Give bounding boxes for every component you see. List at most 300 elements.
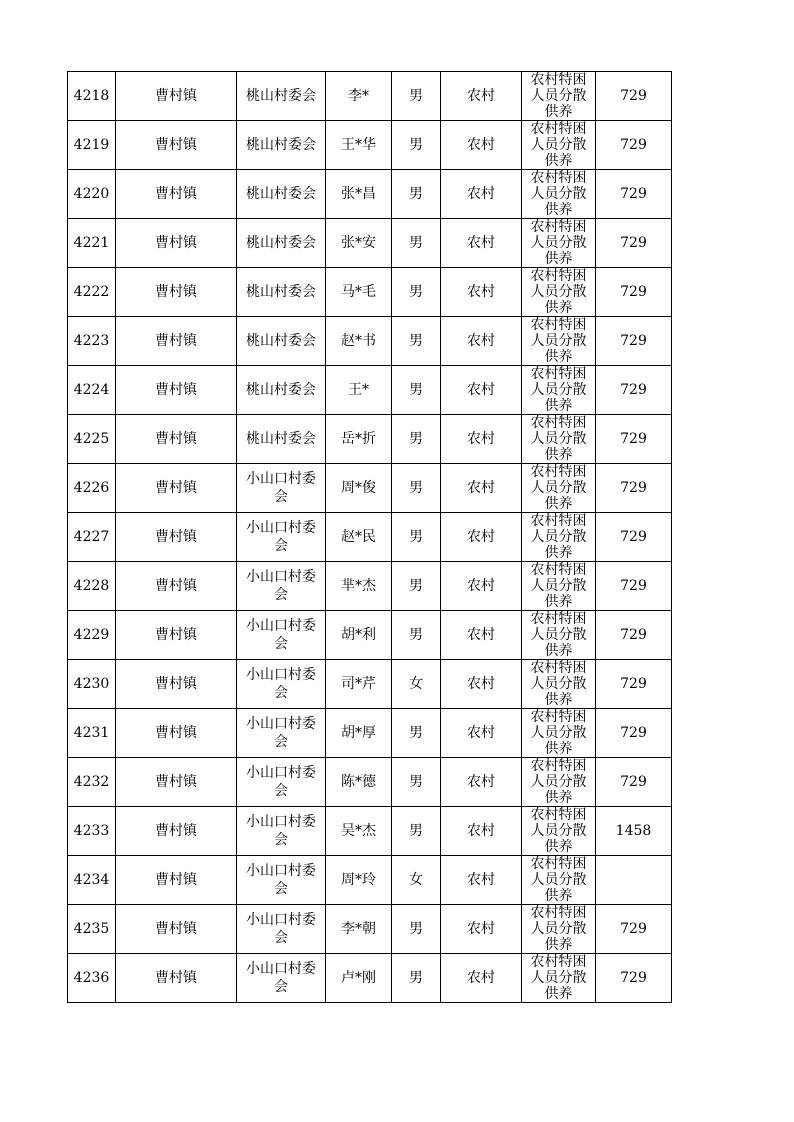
record-id-cell: [68, 709, 116, 758]
person-name-cell: [326, 121, 392, 170]
record-id-text: 4231: [73, 725, 110, 741]
support-type-cell: [522, 170, 596, 219]
person-name-cell: [326, 807, 392, 856]
person-name-text: 司*芹: [341, 676, 376, 692]
amount-cell: [596, 562, 672, 611]
village-name-text: 桃山村委会: [246, 333, 316, 349]
person-name-cell: [326, 562, 392, 611]
table-row: [68, 954, 672, 1003]
gender-cell: [392, 72, 441, 121]
town-name-cell: [116, 905, 237, 954]
record-id-cell: [68, 415, 116, 464]
amount-cell: [596, 464, 672, 513]
gender-text: 男: [409, 88, 423, 104]
village-name-text: 桃山村委会: [246, 431, 316, 447]
town-name-text: 曹村镇: [155, 823, 197, 839]
table-row: [68, 513, 672, 562]
town-name-cell: [116, 709, 237, 758]
village-name-cell: [237, 562, 326, 611]
town-name-text: 曹村镇: [155, 235, 197, 251]
amount-cell: [596, 905, 672, 954]
amount-text: 729: [620, 676, 647, 692]
area-type-text: 农村: [467, 578, 495, 594]
village-name-text: 小山口村委会: [246, 618, 316, 652]
amount-cell: [596, 709, 672, 758]
town-name-text: 曹村镇: [155, 137, 197, 153]
amount-cell: [596, 317, 672, 366]
gender-text: 男: [409, 823, 423, 839]
gender-text: 男: [409, 137, 423, 153]
person-name-text: 马*毛: [341, 284, 376, 300]
village-name-cell: [237, 807, 326, 856]
town-name-text: 曹村镇: [155, 774, 197, 790]
town-name-cell: [116, 562, 237, 611]
record-id-cell: [68, 562, 116, 611]
town-name-cell: [116, 415, 237, 464]
gender-cell: [392, 415, 441, 464]
area-type-cell: [441, 121, 522, 170]
roster-table: [67, 71, 672, 1003]
town-name-text: 曹村镇: [155, 480, 197, 496]
gender-cell: [392, 758, 441, 807]
village-name-cell: [237, 219, 326, 268]
area-type-cell: [441, 905, 522, 954]
village-name-text: 桃山村委会: [246, 235, 316, 251]
village-name-cell: [237, 317, 326, 366]
town-name-text: 曹村镇: [155, 431, 197, 447]
person-name-cell: [326, 170, 392, 219]
area-type-text: 农村: [467, 872, 495, 888]
record-id-text: 4229: [73, 627, 110, 643]
record-id-cell: [68, 464, 116, 513]
area-type-cell: [441, 317, 522, 366]
person-name-text: 岳*折: [341, 431, 376, 447]
amount-cell: [596, 954, 672, 1003]
town-name-cell: [116, 366, 237, 415]
person-name-cell: [326, 366, 392, 415]
person-name-cell: [326, 856, 392, 905]
table-row: [68, 121, 672, 170]
amount-cell: [596, 415, 672, 464]
roster-body: [68, 72, 672, 1003]
town-name-cell: [116, 807, 237, 856]
gender-text: 男: [409, 431, 423, 447]
person-name-text: 王*: [348, 382, 369, 398]
table-row: [68, 170, 672, 219]
table-row: [68, 415, 672, 464]
record-id-text: 4226: [73, 480, 110, 496]
support-type-text: 农村特困人员分散供养: [530, 219, 587, 267]
person-name-cell: [326, 464, 392, 513]
area-type-cell: [441, 611, 522, 660]
record-id-text: 4227: [73, 529, 110, 545]
record-id-cell: [68, 856, 116, 905]
gender-cell: [392, 170, 441, 219]
amount-text: 729: [620, 774, 647, 790]
town-name-text: 曹村镇: [155, 872, 197, 888]
support-type-cell: [522, 954, 596, 1003]
gender-cell: [392, 464, 441, 513]
record-id-text: 4233: [73, 823, 110, 839]
gender-text: 男: [409, 921, 423, 937]
person-name-text: 李*朝: [341, 921, 376, 937]
gender-cell: [392, 807, 441, 856]
support-type-text: 农村特困人员分散供养: [530, 660, 587, 708]
area-type-cell: [441, 562, 522, 611]
person-name-cell: [326, 758, 392, 807]
person-name-text: 卢*刚: [341, 970, 376, 986]
area-type-text: 农村: [467, 137, 495, 153]
gender-cell: [392, 366, 441, 415]
village-name-text: 小山口村委会: [246, 667, 316, 701]
gender-cell: [392, 268, 441, 317]
person-name-text: 胡*利: [341, 627, 376, 643]
village-name-text: 小山口村委会: [246, 863, 316, 897]
village-name-text: 桃山村委会: [246, 88, 316, 104]
person-name-cell: [326, 219, 392, 268]
support-type-text: 农村特困人员分散供养: [530, 513, 587, 561]
area-type-cell: [441, 415, 522, 464]
town-name-cell: [116, 513, 237, 562]
record-id-cell: [68, 611, 116, 660]
person-name-cell: [326, 72, 392, 121]
support-type-text: 农村特困人员分散供养: [530, 268, 587, 316]
village-name-cell: [237, 121, 326, 170]
record-id-text: 4235: [73, 921, 110, 937]
table-row: [68, 72, 672, 121]
person-name-cell: [326, 268, 392, 317]
town-name-cell: [116, 72, 237, 121]
gender-cell: [392, 562, 441, 611]
record-id-text: 4224: [73, 382, 110, 398]
person-name-text: 周*玲: [341, 872, 376, 888]
town-name-text: 曹村镇: [155, 578, 197, 594]
village-name-text: 小山口村委会: [246, 961, 316, 995]
town-name-text: 曹村镇: [155, 921, 197, 937]
area-type-text: 农村: [467, 921, 495, 937]
support-type-cell: [522, 72, 596, 121]
town-name-text: 曹村镇: [155, 333, 197, 349]
town-name-text: 曹村镇: [155, 284, 197, 300]
area-type-text: 农村: [467, 382, 495, 398]
village-name-cell: [237, 366, 326, 415]
table-row: [68, 807, 672, 856]
support-type-text: 农村特困人员分散供养: [530, 807, 587, 855]
amount-cell: [596, 758, 672, 807]
town-name-text: 曹村镇: [155, 676, 197, 692]
amount-text: 729: [620, 235, 647, 251]
support-type-cell: [522, 660, 596, 709]
amount-text: 729: [620, 88, 647, 104]
support-type-cell: [522, 611, 596, 660]
support-type-text: 农村特困人员分散供养: [530, 611, 587, 659]
table-row: [68, 268, 672, 317]
person-name-text: 胡*厚: [341, 725, 376, 741]
town-name-text: 曹村镇: [155, 725, 197, 741]
gender-text: 男: [409, 529, 423, 545]
amount-text: 729: [620, 186, 647, 202]
town-name-cell: [116, 660, 237, 709]
village-name-text: 桃山村委会: [246, 382, 316, 398]
town-name-cell: [116, 268, 237, 317]
gender-text: 男: [409, 970, 423, 986]
gender-text: 男: [409, 333, 423, 349]
person-name-cell: [326, 513, 392, 562]
person-name-text: 周*俊: [341, 480, 376, 496]
support-type-cell: [522, 562, 596, 611]
amount-cell: [596, 856, 672, 905]
village-name-cell: [237, 170, 326, 219]
record-id-cell: [68, 121, 116, 170]
gender-cell: [392, 905, 441, 954]
town-name-cell: [116, 121, 237, 170]
village-name-text: 小山口村委会: [246, 569, 316, 603]
gender-cell: [392, 219, 441, 268]
village-name-cell: [237, 268, 326, 317]
record-id-text: 4223: [73, 333, 110, 349]
area-type-text: 农村: [467, 480, 495, 496]
support-type-text: 农村特困人员分散供养: [530, 758, 587, 806]
support-type-cell: [522, 268, 596, 317]
table-row: [68, 464, 672, 513]
amount-cell: [596, 807, 672, 856]
town-name-text: 曹村镇: [155, 186, 197, 202]
area-type-cell: [441, 219, 522, 268]
area-type-text: 农村: [467, 676, 495, 692]
amount-cell: [596, 268, 672, 317]
person-name-text: 李*: [348, 88, 369, 104]
village-name-text: 小山口村委会: [246, 520, 316, 554]
person-name-cell: [326, 415, 392, 464]
person-name-text: 王*华: [341, 137, 376, 153]
record-id-text: 4219: [73, 137, 110, 153]
area-type-text: 农村: [467, 627, 495, 643]
amount-text: 729: [620, 725, 647, 741]
person-name-text: 赵*书: [341, 333, 376, 349]
area-type-cell: [441, 856, 522, 905]
area-type-text: 农村: [467, 235, 495, 251]
support-type-cell: [522, 513, 596, 562]
amount-cell: [596, 611, 672, 660]
area-type-cell: [441, 268, 522, 317]
gender-text: 男: [409, 578, 423, 594]
support-type-cell: [522, 758, 596, 807]
gender-text: 男: [409, 725, 423, 741]
support-type-text: 农村特困人员分散供养: [530, 72, 587, 120]
amount-cell: [596, 170, 672, 219]
table-row: [68, 856, 672, 905]
support-type-text: 农村特困人员分散供养: [530, 366, 587, 414]
gender-text: 男: [409, 235, 423, 251]
village-name-text: 小山口村委会: [246, 765, 316, 799]
record-id-cell: [68, 660, 116, 709]
person-name-text: 陈*德: [341, 774, 376, 790]
amount-cell: [596, 219, 672, 268]
gender-cell: [392, 856, 441, 905]
town-name-cell: [116, 954, 237, 1003]
area-type-text: 农村: [467, 284, 495, 300]
town-name-text: 曹村镇: [155, 970, 197, 986]
gender-cell: [392, 513, 441, 562]
person-name-text: 张*昌: [341, 186, 376, 202]
amount-cell: [596, 72, 672, 121]
gender-cell: [392, 317, 441, 366]
table-row: [68, 660, 672, 709]
town-name-cell: [116, 611, 237, 660]
area-type-cell: [441, 464, 522, 513]
record-id-cell: [68, 807, 116, 856]
town-name-text: 曹村镇: [155, 88, 197, 104]
person-name-text: 张*安: [341, 235, 376, 251]
support-type-cell: [522, 317, 596, 366]
area-type-cell: [441, 758, 522, 807]
village-name-text: 小山口村委会: [246, 716, 316, 750]
amount-text: 729: [620, 431, 647, 447]
person-name-cell: [326, 709, 392, 758]
record-id-cell: [68, 758, 116, 807]
town-name-text: 曹村镇: [155, 382, 197, 398]
person-name-cell: [326, 954, 392, 1003]
support-type-text: 农村特困人员分散供养: [530, 464, 587, 512]
amount-text: 729: [620, 333, 647, 349]
record-id-text: 4218: [73, 88, 110, 104]
area-type-text: 农村: [467, 88, 495, 104]
village-name-text: 桃山村委会: [246, 284, 316, 300]
town-name-cell: [116, 856, 237, 905]
gender-text: 男: [409, 627, 423, 643]
support-type-cell: [522, 807, 596, 856]
support-type-text: 农村特困人员分散供养: [530, 121, 587, 169]
person-name-cell: [326, 611, 392, 660]
record-id-text: 4225: [73, 431, 110, 447]
gender-cell: [392, 121, 441, 170]
village-name-cell: [237, 758, 326, 807]
amount-text: 729: [620, 921, 647, 937]
amount-cell: [596, 366, 672, 415]
record-id-text: 4232: [73, 774, 110, 790]
area-type-cell: [441, 807, 522, 856]
village-name-cell: [237, 660, 326, 709]
support-type-text: 农村特困人员分散供养: [530, 415, 587, 463]
support-type-text: 农村特困人员分散供养: [530, 905, 587, 953]
support-type-text: 农村特困人员分散供养: [530, 317, 587, 365]
table-row: [68, 709, 672, 758]
area-type-cell: [441, 170, 522, 219]
gender-text: 男: [409, 382, 423, 398]
person-name-text: 芈*杰: [341, 578, 376, 594]
area-type-cell: [441, 954, 522, 1003]
area-type-text: 农村: [467, 529, 495, 545]
record-id-text: 4220: [73, 186, 110, 202]
record-id-text: 4221: [73, 235, 110, 251]
village-name-text: 小山口村委会: [246, 912, 316, 946]
village-name-cell: [237, 905, 326, 954]
record-id-text: 4236: [73, 970, 110, 986]
support-type-cell: [522, 464, 596, 513]
support-type-cell: [522, 121, 596, 170]
table-row: [68, 905, 672, 954]
support-type-text: 农村特困人员分散供养: [530, 856, 587, 904]
record-id-cell: [68, 170, 116, 219]
person-name-cell: [326, 317, 392, 366]
record-id-text: 4230: [73, 676, 110, 692]
record-id-cell: [68, 219, 116, 268]
town-name-cell: [116, 170, 237, 219]
gender-cell: [392, 954, 441, 1003]
support-type-text: 农村特困人员分散供养: [530, 170, 587, 218]
support-type-cell: [522, 905, 596, 954]
gender-cell: [392, 709, 441, 758]
village-name-cell: [237, 856, 326, 905]
table-row: [68, 317, 672, 366]
area-type-cell: [441, 660, 522, 709]
record-id-text: 4222: [73, 284, 110, 300]
village-name-cell: [237, 72, 326, 121]
amount-cell: [596, 121, 672, 170]
record-id-cell: [68, 72, 116, 121]
area-type-text: 农村: [467, 725, 495, 741]
person-name-text: 赵*民: [341, 529, 376, 545]
support-type-cell: [522, 709, 596, 758]
village-name-cell: [237, 954, 326, 1003]
table-row: [68, 366, 672, 415]
table-row: [68, 758, 672, 807]
gender-text: 女: [409, 872, 423, 888]
support-type-cell: [522, 219, 596, 268]
area-type-cell: [441, 72, 522, 121]
area-type-cell: [441, 513, 522, 562]
record-id-cell: [68, 366, 116, 415]
village-name-cell: [237, 464, 326, 513]
gender-text: 男: [409, 284, 423, 300]
person-name-cell: [326, 905, 392, 954]
village-name-text: 桃山村委会: [246, 186, 316, 202]
village-name-text: 小山口村委会: [246, 814, 316, 848]
amount-text: 729: [620, 284, 647, 300]
support-type-text: 农村特困人员分散供养: [530, 954, 587, 1002]
amount-text: 1458: [615, 823, 652, 839]
village-name-cell: [237, 611, 326, 660]
area-type-text: 农村: [467, 333, 495, 349]
support-type-text: 农村特困人员分散供养: [530, 709, 587, 757]
support-type-cell: [522, 366, 596, 415]
amount-text: 729: [620, 137, 647, 153]
area-type-text: 农村: [467, 186, 495, 202]
gender-cell: [392, 660, 441, 709]
table-row: [68, 219, 672, 268]
support-type-cell: [522, 856, 596, 905]
area-type-text: 农村: [467, 774, 495, 790]
amount-text: 729: [620, 382, 647, 398]
amount-text: 729: [620, 480, 647, 496]
village-name-cell: [237, 415, 326, 464]
amount-text: 729: [620, 529, 647, 545]
record-id-cell: [68, 268, 116, 317]
area-type-text: 农村: [467, 970, 495, 986]
area-type-cell: [441, 709, 522, 758]
town-name-text: 曹村镇: [155, 627, 197, 643]
amount-cell: [596, 660, 672, 709]
amount-text: 729: [620, 970, 647, 986]
village-name-cell: [237, 513, 326, 562]
table-row: [68, 611, 672, 660]
support-type-cell: [522, 415, 596, 464]
person-name-text: 吴*杰: [341, 823, 376, 839]
gender-text: 女: [409, 676, 423, 692]
person-name-cell: [326, 660, 392, 709]
town-name-text: 曹村镇: [155, 529, 197, 545]
table-row: [68, 562, 672, 611]
